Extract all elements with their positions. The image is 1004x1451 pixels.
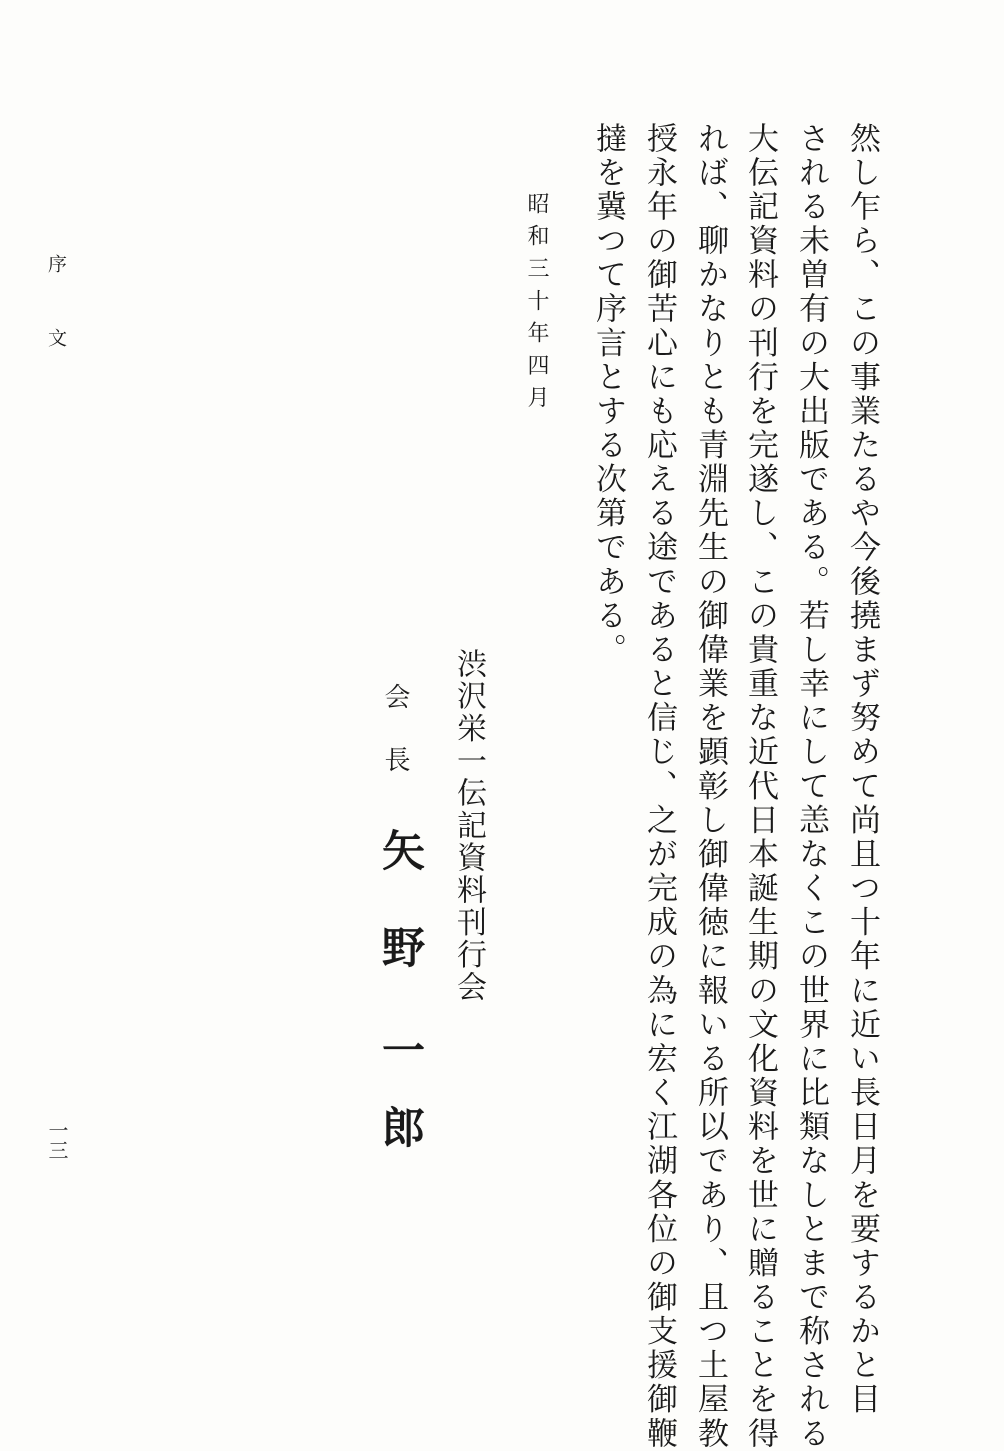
running-header-char-2: 文 [45, 328, 67, 347]
chairman-title-1: 会 [380, 683, 410, 709]
body-line-2: される未曽有の大出版である。若し幸にして恙なくこの世界に比類なしとまで称される [793, 122, 829, 1451]
signer-name-char-3: 一 [375, 1028, 425, 1071]
signer-name-char-4: 郎 [375, 1105, 425, 1148]
signer-name-char-2: 野 [375, 925, 425, 968]
page-number: 一三 [45, 1120, 69, 1160]
running-header-char-1: 序 [45, 254, 67, 273]
body-line-1: 然し乍ら、この事業たるや今後撓まず努めて尚且つ十年に近い長日月を要するかと目 [844, 122, 880, 1418]
signer-name-char-1: 矢 [375, 828, 425, 871]
organization-name: 渋沢栄一伝記資料刊行会 [451, 648, 486, 1004]
body-line-6: 撻を冀つて序言とする次第である。 [590, 122, 626, 668]
body-line-3: 大伝記資料の刊行を完遂し、この貴重な近代日本誕生期の文化資料を世に贈ることを得 [742, 122, 778, 1451]
date-line: 昭和三十年四月 [524, 192, 549, 419]
body-line-5: 授永年の御苦心にも応える途であると信じ、之が完成の為に宏く江湖各位の御支援御鞭 [641, 122, 677, 1451]
body-line-4: れば、聊かなりとも青淵先生の御偉業を顕彰し御偉徳に報いる所以であり、且つ土屋教 [692, 122, 728, 1451]
chairman-title-2: 長 [380, 746, 410, 772]
